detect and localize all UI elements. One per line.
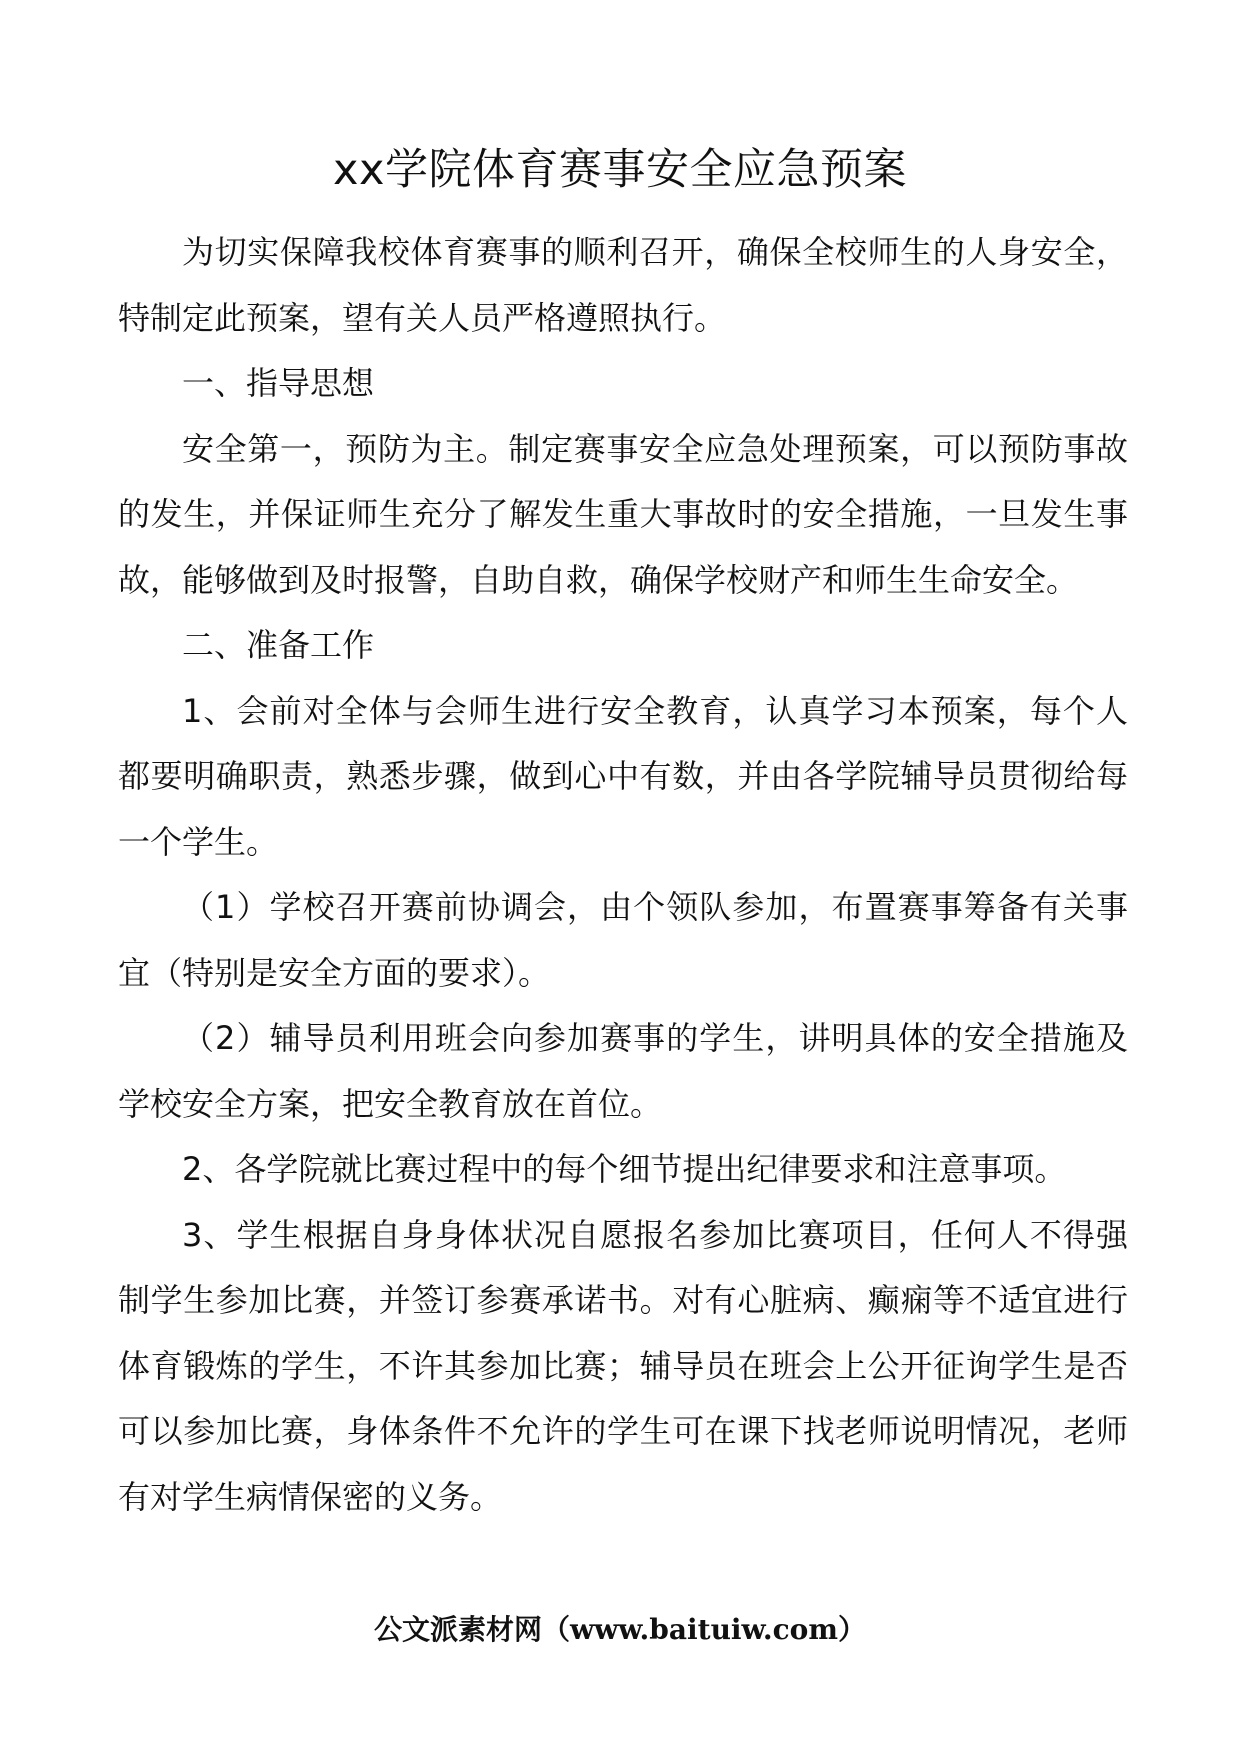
document-body — [118, 220, 1128, 1530]
preparation-item-3: 3、学生根据自身身体状况自愿报名参加比赛项目，任何人不得强制学生参加比赛，并签订参赛承诺书。对有心脏病、癫痫等不适宜进行体育锻炼的学生，不许其参加比赛；辅导员在班会上公开征询学生是否可以参加比赛，身体条件不允许的学生可在课下找老师说明情况，老师有对学生病情保密的义务。 — [118, 1215, 1128, 1516]
preparation-item-1: 1、会前对全体与会师生进行安全教育，认真学习本预案，每个人都要明确职责，熟悉步骤，做到心中有数，并由各学院辅导员贯彻给每一个学生。 — [118, 691, 1128, 861]
document-title: xx学院体育赛事安全应急预案 — [333, 145, 907, 195]
preparation-subitem-2: （2）辅导员利用班会向参加赛事的学生，讲明具体的安全措施及学校安全方案，把安全教育放在首位。 — [118, 1019, 1128, 1123]
preparation-item-2: 2、各学院就比赛过程中的每个细节提出纪律要求和注意事项。 — [182, 1150, 1067, 1188]
preparation-subitem-1: （1）学校召开赛前协调会，由个领队参加，布置赛事筹备有关事宜（特别是安全方面的要求）。 — [118, 888, 1128, 992]
section-heading-guiding-ideology: 一、指导思想 — [182, 364, 375, 402]
intro-paragraph: 为切实保障我校体育赛事的顺利召开，确保全校师生的人身安全，特制定此预案，望有关人员严格遵照执行。 — [118, 233, 1128, 337]
footer-source: 公文派素材网（www.baituiw.com） — [374, 1613, 866, 1646]
section-heading-preparation: 二、准备工作 — [182, 626, 375, 664]
guiding-ideology-paragraph: 安全第一，预防为主。制定赛事安全应急处理预案，可以预防事故的发生，并保证师生充分了解发生重大事故时的安全措施，一旦发生事故，能够做到及时报警，自助自救，确保学校财产和师生生命安全。 — [118, 429, 1128, 599]
